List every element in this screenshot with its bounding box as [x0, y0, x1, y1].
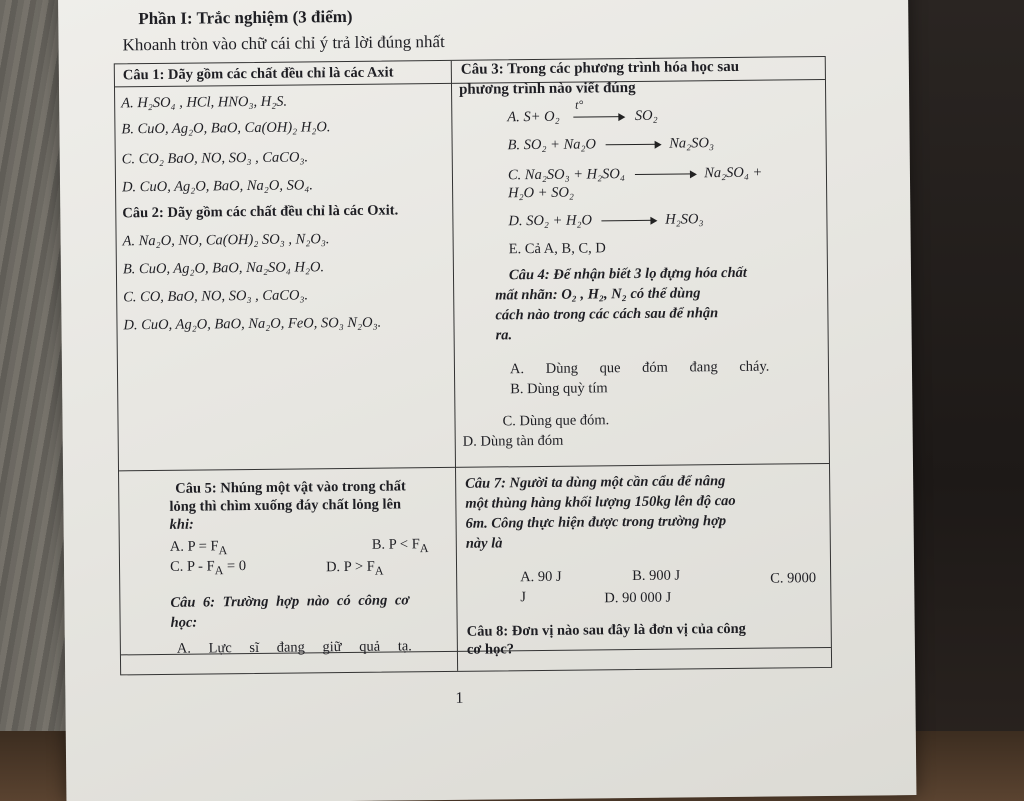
q5-option-b — [372, 535, 429, 557]
q3-a-condition: t° — [575, 97, 584, 112]
q1-option-b: B. CuO, Ag₂O, BaO, Ca(OH)₂ H₂O. — [121, 119, 331, 138]
q7-option-a: A. 90 J — [520, 568, 562, 586]
q7-title-line2: một thùng hàng khối lượng 150kg lên độ cao — [465, 492, 736, 512]
question-table — [114, 56, 832, 675]
q4-option-b: B. Dùng quỳ tím — [510, 380, 608, 398]
q5-c-tail: = 0 — [226, 558, 247, 575]
q3-option-c-cont: H₂O + SO₂ — [508, 184, 574, 202]
q8-title-line2: cơ học? — [466, 641, 515, 658]
q5-title-line2: lỏng thì chìm xuống đáy chất lỏng lên — [169, 496, 402, 515]
q3-a-product: SO₂ — [634, 107, 658, 124]
q7-option-b: B. 900 J — [632, 567, 681, 585]
q3-a-arrow — [567, 97, 627, 126]
q3-option-c — [508, 164, 763, 185]
q3-a-reactants: A. S+ O₂ — [507, 108, 560, 126]
q5-option-c — [170, 557, 246, 580]
q3-b-reactants: B. SO₂ + Na₂O — [507, 136, 597, 154]
q3-d-product: H₂SO₃ — [665, 211, 704, 228]
q1-option-c: C. CO₂ BaO, NO, SO₃ , CaCO₃. — [121, 149, 309, 168]
q1-option-d: D. CuO, Ag₂O, BaO, Na₂O, SO₄. — [121, 177, 313, 196]
q5-a-sub: A — [218, 543, 228, 558]
q5-d-text: D. P > F — [325, 558, 375, 576]
exam-paper — [58, 0, 916, 801]
q7-option-c: C. 9000 — [770, 570, 817, 587]
q2-option-c: C. CO, BaO, NO, SO₃ , CaCO₃. — [123, 287, 309, 306]
column-divider — [451, 61, 458, 671]
q3-b-arrow — [606, 144, 660, 146]
q2-option-b: B. CuO, Ag₂O, BaO, Na₂SO₄ H₂O. — [122, 259, 325, 278]
q7-title-line4: này là — [465, 535, 503, 552]
q3-b-product: Na₂SO₃ — [669, 135, 715, 152]
q1-title: Câu 1: Dãy gồm các chất đều chỉ là các Axit — [122, 64, 394, 84]
q2-title: Câu 2: Dãy gồm các chất đều chỉ là các Oxit. — [122, 202, 399, 222]
q3-option-e: E. Cả A, B, C, D — [508, 240, 606, 258]
q3-d-reactants: D. SO₂ + H₂O — [508, 212, 593, 230]
q3-option-b — [508, 134, 715, 154]
q5-a-text: A. P = F — [169, 538, 219, 555]
page-number: 1 — [455, 689, 464, 707]
q6-title-line1: Câu 6: Trường hợp nào có công cơ — [170, 592, 410, 611]
q4-option-d: D. Dùng tàn đóm — [462, 432, 564, 450]
q3-option-d — [508, 210, 703, 230]
q2-option-d: D. CuO, Ag₂O, BaO, Na₂O, FeO, SO₃ N₂O₃. — [123, 314, 382, 334]
q7-option-d: D. 90 000 J — [604, 589, 672, 607]
q5-b-text: B. P < F — [371, 536, 420, 553]
q5-c-text: C. P - F — [169, 558, 215, 575]
q5-option-d — [326, 558, 384, 580]
q4-title-line3: cách nào trong các cách sau để nhận — [495, 305, 719, 324]
q5-b-sub: A — [419, 541, 429, 556]
q5-title-line3: khi: — [169, 516, 194, 533]
q7-option-c-cont: J — [520, 589, 527, 606]
q7-title-line1: Câu 7: Người ta dùng một cần cẩu để nâng — [465, 473, 726, 492]
q4-title-line2: mất nhãn: O₂ , H₂, N₂ có thể dùng — [495, 285, 701, 304]
q3-c-products: Na₂SO₄ + — [704, 164, 763, 182]
q3-c-reactants: C. Na₂SO₃ + H₂SO₄ — [507, 166, 625, 184]
q6-option-a: A. Lực sĩ đang giữ quả tạ. — [176, 638, 412, 657]
section-title: Phần I: Trắc nghiệm (3 điểm) — [138, 6, 353, 29]
q2-option-a: A. Na₂O, NO, Ca(OH)₂ SO₃ , N₂O₃. — [122, 231, 330, 250]
q8-title-line1: Câu 8: Đơn vị nào sau đây là đơn vị của công — [466, 620, 746, 640]
q4-title-line4: ra. — [495, 327, 513, 344]
q3-c-arrow — [635, 174, 695, 176]
q4-option-c: C. Dùng que đóm. — [502, 412, 610, 430]
q4-option-a: A. Dùng que đóm đang cháy. — [509, 358, 770, 378]
row-divider — [119, 463, 829, 471]
instruction: Khoanh tròn vào chữ cái chỉ ý trả lời đúng nhất — [122, 31, 445, 55]
q6-title-line2: học: — [170, 614, 198, 631]
q3-title-line2: phương trình nào viết đúng — [458, 79, 636, 98]
q7-title-line3: 6m. Công thực hiện được trong trường hợp — [465, 513, 727, 532]
q4-title-line1: Câu 4: Để nhận biết 3 lọ đựng hóa chất — [508, 264, 747, 284]
q3-title-line1: Câu 3: Trong các phương trình hóa học sau — [460, 58, 740, 78]
q5-title-line1: Câu 5: Nhúng một vật vào trong chất — [175, 478, 406, 497]
q3-option-a — [507, 97, 658, 127]
q5-d-sub: A — [374, 563, 384, 578]
q5-c-sub: A — [214, 563, 224, 578]
q1-option-a: A. H₂SO₄ , HCl, HNO₃, H₂S. — [121, 93, 288, 112]
q3-d-arrow — [602, 220, 656, 222]
